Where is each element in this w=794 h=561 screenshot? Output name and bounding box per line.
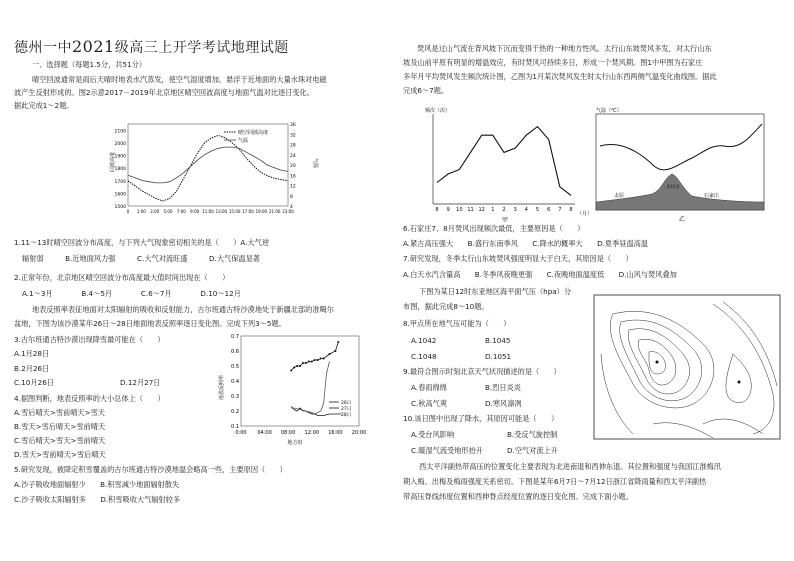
y-left-tick: 2100 [114, 129, 126, 135]
x-tick: 1 [491, 207, 495, 213]
question-9: 9.最符合图示时刻北京天气状况描述的是（ ） [403, 367, 561, 376]
x-tick: 11:00 [202, 209, 214, 214]
x-tick: 0 [126, 209, 130, 214]
beijing-marker [738, 381, 741, 384]
q4-option-d: D.雪天>雪前晴天>雪后晴天 [14, 450, 106, 459]
question-7-options: A.白天水汽含量高 B.冬季风夜晚更强 C.夜晚地面温度低 D.山风与焚风叠加 [403, 270, 677, 279]
question-1-options: 辐射弱 B.近地面风力强 C.大气对流旺盛 D.大气保温显著 [22, 254, 260, 263]
x-tick: 08:00 [280, 430, 296, 436]
x-tick: 13:00 [215, 209, 228, 214]
y-axis-label: 频次（次） [425, 108, 451, 114]
q5-options-cd: C.沙子吸收太阳辐射多 D.积雪吸收大气辐射较多 [14, 495, 181, 504]
x-tick: 3 [513, 207, 517, 213]
intro2-line: 地表反照率表征地面对太阳辐射的吸收和反射能力，古尔班通古特沙漠地处于新疆北部的准噶尔 [32, 305, 334, 314]
x-tick: 8 [569, 207, 573, 213]
x-tick: 16:00 [328, 430, 343, 436]
foehn-frequency-chart-jia [415, 104, 593, 224]
question-10: 10.该日图中出现了降水，其原因可能是（ ） [403, 414, 559, 423]
x-tick: 23:00 [282, 209, 294, 214]
foehn-intro-line: 坡及山前平原有明显的增温效应，有时焚风可持续多日，形成一个焚风期。图1中甲图为石家庄 [403, 58, 703, 67]
series-2-point [299, 365, 301, 367]
x-tick: 19:00 [255, 209, 268, 214]
q8-option-a: A.1042 [411, 336, 437, 345]
series-2-point [302, 362, 304, 364]
series-2-point [323, 358, 325, 360]
y-axis-label: 地表反照率 [219, 374, 225, 400]
x-tick: 15:00 [228, 209, 241, 214]
legend-label: 27日 [341, 407, 352, 412]
foehn-intro-line: 完成6～7题。 [403, 86, 449, 95]
series-2-point [290, 370, 292, 372]
x-tick: 4 [524, 207, 528, 213]
y-right-tick: 12 [290, 184, 296, 190]
x-tick: 17:00 [242, 209, 254, 214]
x-tick: 21:00 [268, 209, 281, 214]
series-2-point [311, 361, 313, 363]
y-left-tick: 1700 [114, 179, 126, 185]
x-tick: 1:00 [136, 209, 146, 214]
series-2-point [337, 341, 339, 343]
legend-echo-label: 晴空回波高度 [238, 130, 269, 136]
x-axis-label: 地方时 [287, 440, 303, 446]
foehn-intro-line: 焚风是过山气流在背风坡下沉而变得干热的一种地方性风。太行山东坡焚风多发，对太行山东 [417, 44, 712, 53]
pressure-intro-line: 布图，据此完成8～10题。 [403, 302, 489, 311]
y-axis-label: 气温（℃） [596, 108, 622, 114]
label-taiyuan: 太原 [614, 193, 625, 199]
x-tick: 11 [467, 207, 474, 213]
question-2-options: A.1～3月 B.4～5月 C.6～7月 D.10～12月 [22, 289, 241, 298]
legend-label: 28日 [341, 413, 352, 418]
x-unit: （月） [577, 211, 593, 217]
x-tick: 12 [478, 207, 485, 213]
question-6-options: A.紧古高压强大 B.盛行东南季风 C.降水的概率大 D.夏季昼温高温 [403, 239, 649, 248]
intro-line: 波产生反射形成的。图2示意2017－2019年北京地区晴空回波高度与地面气温对比逐日变化。 [14, 88, 314, 97]
series-2-point [320, 358, 322, 360]
y-right-label: 气温 [312, 158, 318, 169]
legend-label: 26日 [341, 401, 352, 406]
q4-option-c: C.雪后晴天>雪天>雪前晴天 [14, 436, 106, 445]
series-2-line [291, 342, 338, 371]
exam-title [14, 38, 289, 57]
q9-option-b: B.烈日炎炎 [485, 383, 521, 392]
echo-temperature-chart [110, 118, 320, 226]
x-tick: 12:00 [304, 430, 320, 436]
x-tick: 04:00 [257, 430, 272, 436]
x-tick: 2 [502, 207, 506, 213]
q8-option-d: D.1051 [485, 352, 512, 361]
x-tick: 6 [547, 207, 551, 213]
x-tick: 7:00 [176, 209, 186, 214]
section-heading: 一、选择题（每题1.5分，共51分） [32, 60, 147, 69]
subtropical-intro-line: 西太平洋副热带高压的位置变化主要表现为北进南退和西伸东退。其位置和强度与我国江淮梅汛 [419, 462, 721, 471]
chart-frame [128, 124, 288, 206]
temperature-profile-chart-yi [592, 104, 772, 222]
q10-option-d: D.空气对流上升 [507, 446, 558, 455]
y-right-tick: 20 [290, 164, 296, 169]
q4-option-a: A.雪后晴天>雪前晴天>雪天 [14, 408, 105, 417]
question-2: 2.正常年份，北京地区晴空回波分布高度最大值时间出现在（ ） [14, 273, 230, 282]
question-3: 3.古尔班通古特沙漠出现降雪最可能在（ ） [14, 335, 165, 344]
y-tick: 0.2 [231, 409, 239, 415]
y-tick: 0.1 [231, 424, 239, 430]
series-3-line [291, 362, 329, 415]
terrain-profile [596, 174, 764, 210]
isobar-map [593, 294, 783, 442]
y-right-tick: 32 [290, 133, 296, 139]
q9-option-c: C.秋高气爽 [411, 399, 448, 408]
albedo-chart [215, 330, 390, 450]
x-tick: 5:00 [163, 209, 173, 214]
right-column [397, 0, 794, 561]
y-right-tick: 8 [290, 194, 293, 200]
label-shijiazhuang: 石家庄 [704, 193, 720, 199]
series-2-point [305, 362, 307, 364]
series-2-point [293, 367, 295, 369]
series-2-point [317, 359, 319, 361]
question-5: 5.研究发现，被降定积雪覆盖的古尔班通古特沙漠地温会略高一些，主要原因（ ） [14, 465, 287, 474]
echo-height-series [128, 135, 288, 201]
panel-label-yi: 乙 [678, 216, 686, 223]
q8-option-b: B.1045 [485, 336, 511, 345]
y-left-tick: 1600 [114, 192, 126, 198]
temperature-series [128, 147, 288, 183]
question-4: 4.据图判断，地表反照率的大小总体上（ ） [14, 394, 165, 403]
title-rest: 开学考试地理试题 [172, 40, 289, 56]
y-right-tick: 24 [290, 153, 296, 159]
series-2-point [314, 359, 316, 361]
title-year: 2021 [72, 37, 115, 56]
q9-option-d: D.寒风凛冽 [485, 399, 522, 408]
q4-option-b: B.雪天>雪后晴天>雪前晴天 [14, 422, 106, 431]
foehn-intro-line: 多年月平均焚风发生频次统计图，乙图为1月某次焚风发生时太行山东西两侧气温变化曲线图。据此 [403, 72, 717, 81]
panel-label-jia: 甲 [501, 217, 509, 224]
x-tick: 0:00 [235, 430, 247, 436]
title-grade: 级高三上 [114, 40, 173, 56]
y-left-tick: 1800 [114, 167, 126, 173]
y-left-tick: 2000 [114, 141, 126, 147]
temperature-curve [600, 124, 762, 170]
y-left-tick: 1500 [114, 205, 126, 210]
series-2-point [296, 365, 298, 367]
y-tick: 0.7 [231, 334, 239, 340]
subtropical-intro-line: 带高压脊线纬度位置和西伸脊点经度位置的逐日变化图。完成下面小题。 [403, 492, 634, 501]
y-tick: 0.6 [231, 349, 239, 355]
q3-option-c: C.10月26日 [14, 378, 54, 387]
x-tick: 3:00 [150, 209, 160, 214]
q8-option-c: C.1048 [411, 352, 437, 361]
q3-option-b: B.2月26日 [14, 364, 50, 373]
x-tick: 10 [456, 207, 463, 213]
y-left-tick: 1900 [114, 154, 126, 160]
x-tick: 8 [435, 207, 439, 213]
x-tick: 5 [535, 207, 540, 213]
question-6: 6.石家庄7、8月焚风出现频次最低，主要原因是（ ） [403, 224, 585, 233]
q10-option-c: C.暖湿气流受地形抬升 [411, 446, 483, 455]
series-2-point [308, 361, 310, 363]
q5-options-ab: A.沙子吸收地面辐射少 B.积雪减少地面辐射散失 [14, 480, 180, 489]
y-left-label: 回波高度 [110, 151, 116, 172]
map-frame [594, 295, 780, 439]
x-tick: 7 [558, 207, 562, 213]
y-tick: 0.5 [231, 364, 239, 370]
frequency-series [437, 127, 571, 196]
y-tick: 0.4 [231, 379, 239, 385]
y-tick: 0.3 [231, 394, 239, 400]
question-8: 8.甲点所在地气压可能为（ ） [403, 319, 511, 328]
q10-option-a: A.受台风影响 [411, 430, 455, 439]
intro-line: 据此完成1～2题。 [14, 101, 74, 110]
question-1: 1.11～13时晴空回波分布高度，与下列大气现象密切相关的是（ ）A.大气逆 [14, 238, 270, 247]
q3-option-d: D.12月27日 [120, 378, 161, 387]
y-right-tick: 16 [290, 174, 296, 180]
q10-option-b: B.受反气旋控制 [507, 430, 558, 439]
x-tick: 9 [446, 207, 450, 213]
y-right-tick: 4 [290, 205, 293, 210]
intro2-line: 盆地，下图为该沙漠某年26日～28日地面地表反照率逐日变化图。完成下列3～5题。 [14, 319, 286, 328]
legend-temp-label: 气温 [238, 138, 249, 144]
intro-line: 晴空回波通常是雨后天晴时地表水汽蒸发，使空气湿度增加，悬浮于近地面的大量水珠对电磁 [32, 75, 327, 84]
point-jia-marker [656, 361, 659, 364]
question-7: 7.研究发现，冬季太行山东坡焚风强度明显大于白天，其原因是（ ） [403, 254, 633, 263]
y-right-tick: 36 [290, 123, 296, 128]
x-tick: 20:00 [351, 430, 367, 436]
q9-option-a: A.春雨绵绵 [411, 383, 447, 392]
label-taihang: 太行山 [666, 185, 680, 190]
subtropical-intro-line: 期入梅、出梅及梅雨强度关系密切。下图是某年6月7日～7月12日浙江省降雨量和西太平洋副热 [403, 477, 707, 486]
pressure-intro-line: 下图为某日12时东亚地区海平面气压（hpa）分 [419, 287, 572, 296]
y-right-tick: 28 [290, 143, 296, 149]
series-2-point [334, 350, 336, 352]
q3-option-a: A.1月28日 [14, 349, 50, 358]
title-school: 德州一中 [14, 40, 72, 56]
x-tick: 9:00 [190, 209, 200, 214]
series-2-point [329, 353, 331, 355]
